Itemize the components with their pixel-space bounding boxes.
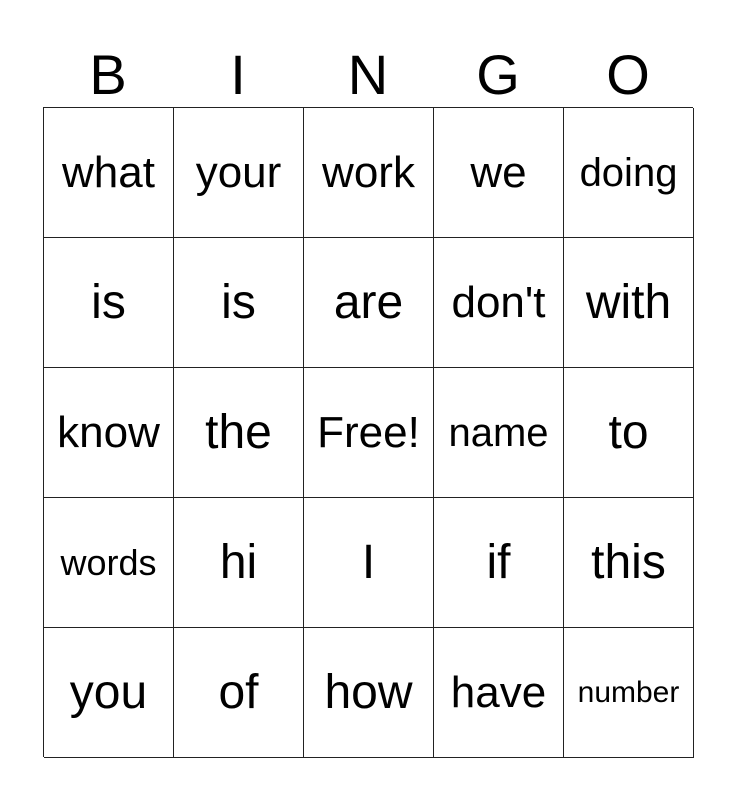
bingo-cell: to bbox=[564, 368, 694, 498]
bingo-cell: number bbox=[564, 628, 694, 758]
bingo-cell: words bbox=[44, 498, 174, 628]
bingo-cell: if bbox=[434, 498, 564, 628]
header-letter-i: I bbox=[230, 43, 246, 106]
bingo-cell: your bbox=[174, 108, 304, 238]
bingo-cell: hi bbox=[174, 498, 304, 628]
bingo-cell: you bbox=[44, 628, 174, 758]
bingo-cell: how bbox=[304, 628, 434, 758]
bingo-cell: the bbox=[174, 368, 304, 498]
bingo-cell: don't bbox=[434, 238, 564, 368]
bingo-cell: have bbox=[434, 628, 564, 758]
bingo-cell: I bbox=[304, 498, 434, 628]
bingo-cell: is bbox=[44, 238, 174, 368]
bingo-cell: we bbox=[434, 108, 564, 238]
bingo-board bbox=[43, 107, 693, 757]
bingo-cell: with bbox=[564, 238, 694, 368]
header-letter-b: B bbox=[89, 43, 127, 106]
bingo-cell: know bbox=[44, 368, 174, 498]
bingo-cell: what bbox=[44, 108, 174, 238]
bingo-cell: work bbox=[304, 108, 434, 238]
bingo-cell: of bbox=[174, 628, 304, 758]
header-letter-n: N bbox=[347, 43, 389, 106]
bingo-cell: doing bbox=[564, 108, 694, 238]
bingo-cell: are bbox=[304, 238, 434, 368]
free-space-cell: Free! bbox=[304, 368, 434, 498]
header-letter-g: G bbox=[476, 43, 520, 106]
bingo-cell: name bbox=[434, 368, 564, 498]
bingo-cell: is bbox=[174, 238, 304, 368]
bingo-cell: this bbox=[564, 498, 694, 628]
bingo-header bbox=[43, 42, 693, 108]
header-letter-o: O bbox=[606, 43, 650, 106]
